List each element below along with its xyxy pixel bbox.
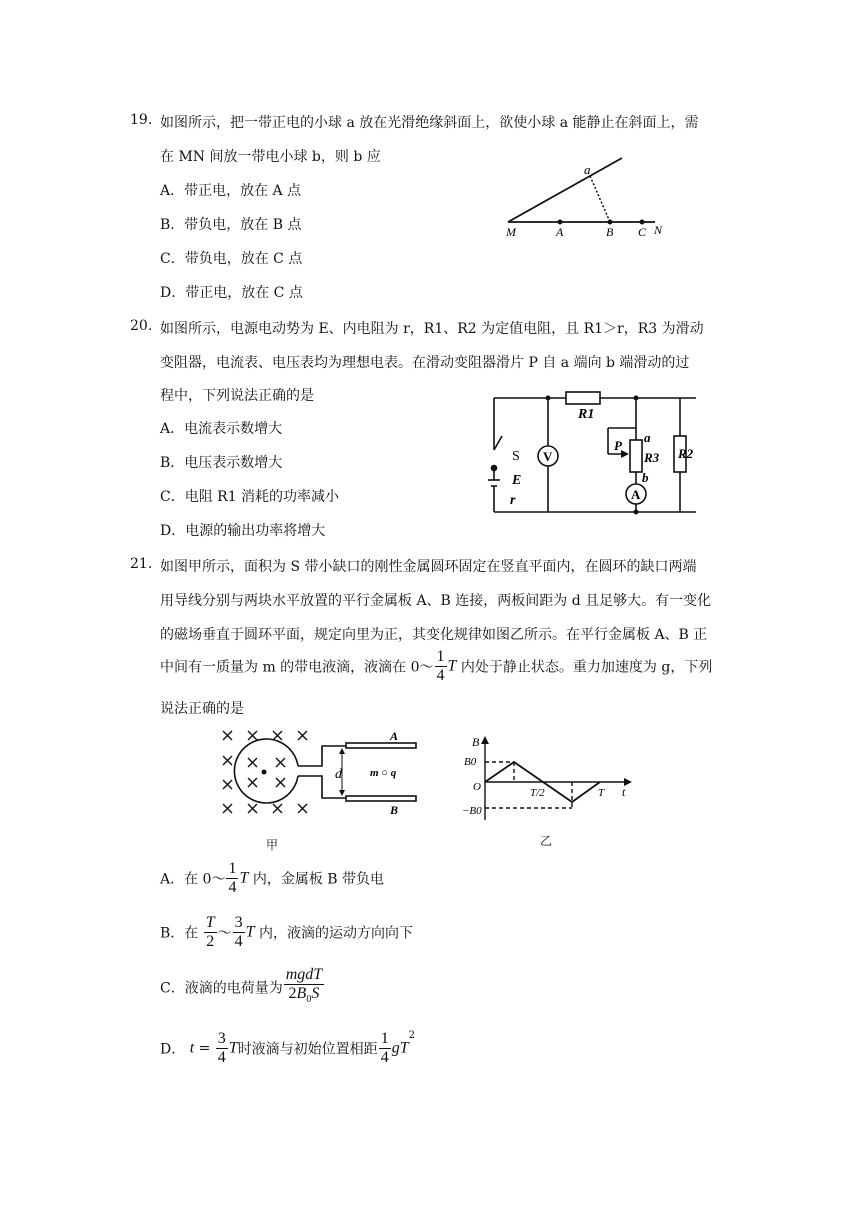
q19-option-d[interactable]: D．带正电，放在 C 点 [160, 285, 303, 301]
label-t-half: T/2 [530, 787, 545, 799]
fraction-1-4: $\frac{1}{4}$ [436, 648, 445, 684]
label-p: P [614, 438, 622, 453]
label-plate-b: B [390, 803, 399, 817]
q20-number: 20. [130, 318, 153, 334]
q20-stem-line2: 变阻器，电流表、电压表均为理想电表。在滑动变阻器滑片 P 自 a 端向 b 端滑动的过 [160, 355, 690, 371]
q21-option-c[interactable]: C．液滴的电荷量为 $\frac{\text{mgdT}}{2B_0S}$ [160, 966, 323, 1006]
q21-option-d[interactable]: D． t = $\frac{3}{4}$ T时液滴与初始位置相距 $\frac{1}{4}$ $gT^2$ [160, 1030, 415, 1066]
q20-stem-line3: 程中，下列说法正确的是 [160, 388, 314, 404]
q19-option-a[interactable]: A．带正电，放在 A 点 [160, 183, 302, 199]
resistor-r3 [630, 440, 642, 472]
ab-dotted-line [590, 176, 610, 222]
q21-fig-yi-graph [460, 734, 640, 824]
label-B: B [606, 225, 614, 239]
point-c [640, 220, 645, 225]
label-a-ball: a [584, 162, 591, 177]
label-a: a [644, 430, 651, 445]
q21-stem-line2: 用导线分别与两块水平放置的平行金属板 A、B 连接，两板间距为 d 且足够大。有一变化 [160, 593, 712, 609]
q20-option-d[interactable]: D．电源的输出功率将增大 [160, 523, 326, 539]
q21-stem-line5: 说法正确的是 [160, 701, 244, 717]
label-origin: O [473, 781, 481, 793]
q19-incline-figure [500, 150, 680, 245]
fig-jia-caption: 甲 [266, 838, 279, 852]
q19-stem-line2: 在 MN 间放一带电小球 b，则 b 应 [160, 149, 381, 165]
q20-option-c[interactable]: C．电阻 R1 消耗的功率减小 [160, 489, 340, 505]
label-C: C [638, 225, 647, 239]
q21-number: 21. [130, 556, 153, 572]
axis-label-b: B [472, 735, 480, 749]
point-a [558, 220, 563, 225]
plate-b [346, 796, 416, 801]
q20-option-a[interactable]: A．电流表示数增大 [160, 421, 283, 437]
label-r3: R3 [644, 450, 660, 465]
q21-stem-line4: 中间有一质量为 m 的带电液滴，液滴在 0～ $\frac{1}{4}$ T 内处于静止状态。重力加速度为 g，下列 [160, 648, 713, 684]
label-ammeter-a: A [631, 487, 641, 502]
label-v: V [543, 449, 553, 464]
label-plate-a: A [390, 729, 399, 743]
q21-option-a[interactable]: A．在 0～ $\frac{1}{4}$ T 内，金属板 B 带负电 [160, 860, 385, 896]
q20-stem-line1: 如图所示，电源电动势为 E、内电阻为 r，R1、R2 为定值电阻，且 R1＞r，R3 为滑动 [160, 321, 704, 337]
fig-yi-caption: 乙 [540, 834, 553, 848]
label-N: N [654, 223, 663, 237]
incline-line [508, 158, 622, 222]
label-r2: R2 [678, 446, 694, 461]
q19-stem-line1: 如图所示，把一带正电的小球 a 放在光滑绝缘斜面上，欲使小球 a 能静止在斜面上，需 [160, 115, 699, 131]
label-b: b [642, 470, 649, 485]
axis-label-t: t [622, 785, 626, 799]
plate-a [346, 743, 416, 748]
q20-circuit-figure [488, 388, 703, 520]
label-droplet: m ○ q [370, 767, 397, 779]
q19-number: 19. [130, 112, 153, 128]
q20-option-b[interactable]: B．电压表示数增大 [160, 455, 283, 471]
q19-option-b[interactable]: B．带负电，放在 B 点 [160, 217, 302, 233]
label-e: E [512, 473, 522, 488]
q21-stem-line1: 如图甲所示，面积为 S 带小缺口的刚性金属圆环固定在竖直平面内，在圆环的缺口两端 [160, 559, 697, 575]
label-r: r [510, 493, 516, 508]
q19-option-c[interactable]: C．带负电，放在 C 点 [160, 251, 303, 267]
label-t-period: T [598, 787, 605, 799]
label-neg-b0: −B0 [462, 805, 482, 817]
label-s: S [512, 449, 520, 464]
label-r1: R1 [578, 407, 595, 422]
q21-stem-line3: 的磁场垂直于圆环平面，规定向里为正，其变化规律如图乙所示。在平行金属板 A、B 正 [160, 627, 708, 643]
label-b0: B0 [464, 756, 477, 768]
label-d: d [335, 767, 342, 782]
q21-fig-jia [218, 726, 438, 821]
label-m: M [506, 225, 516, 239]
resistor-r1 [566, 392, 600, 404]
label-A: A [556, 225, 564, 239]
point-b [608, 220, 613, 225]
q21-option-b[interactable]: B．在 $\frac{T}{2}$ ～ $\frac{3}{4}$ T 内，液滴的运动方向向下 [160, 914, 414, 950]
